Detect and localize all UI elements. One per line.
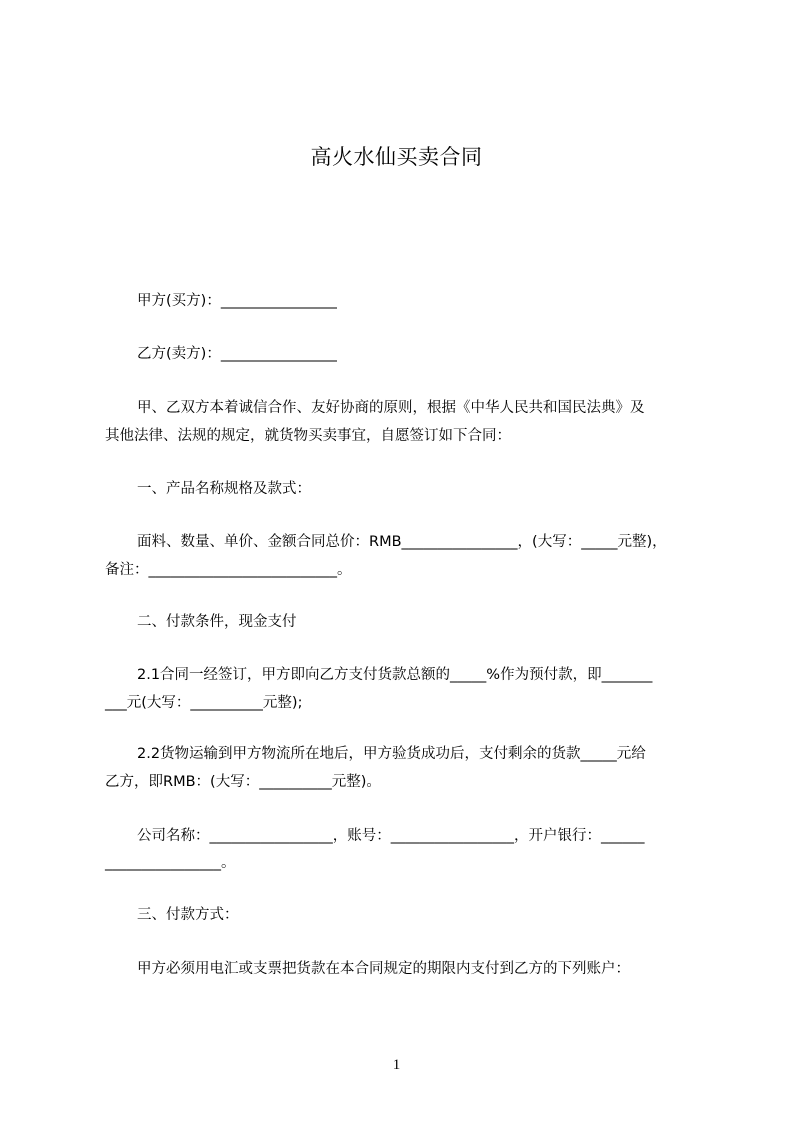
company-info-line-2: ________________。 — [105, 855, 236, 871]
contract-title: 高火水仙买卖合同 — [310, 145, 483, 169]
preamble-line-2: 其他法律、法规的规定，就货物买卖事宜，自愿签订如下合同： — [105, 428, 511, 444]
section-3-line-1: 甲方必须用电汇或支票把货款在本合同规定的期限内支付到乙方的下列账户： — [137, 961, 630, 977]
section-1-line-1: 面料、数量、单价、金额合同总价：RMB________________，(大写：_____元整)， — [137, 534, 667, 550]
section-1-heading: 一、产品名称规格及款式： — [137, 481, 311, 497]
section-1-line-2: 备注：__________________________。 — [105, 562, 352, 578]
party-b-line: 乙方(卖方)：________________ — [137, 346, 337, 362]
section-3-heading: 三、付款方式： — [137, 907, 239, 923]
clause-2-2-line-1: 2.2货物运输到甲方物流所在地后，甲方验货成功后，支付剩余的货款_____元给 — [137, 746, 646, 762]
page-number: 1 — [392, 1057, 401, 1073]
clause-2-2-line-2: 乙方，即RMB：(大写：__________元整)。 — [105, 774, 381, 790]
company-info-line-1: 公司名称：_________________，账号：_________________，开户银行：______ — [137, 828, 645, 844]
clause-2-1-line-1: 2.1合同一经签订，甲方即向乙方支付货款总额的_____%作为预付款，即_______ — [137, 667, 653, 683]
preamble-line-1: 甲、乙双方本着诚信合作、友好协商的原则，根据《中华人民共和国民法典》及 — [137, 400, 645, 416]
party-a-line: 甲方(买方)：________________ — [137, 293, 337, 309]
section-2-heading: 二、付款条件，现金支付 — [137, 614, 297, 630]
clause-2-1-line-2: ___元(大写：__________元整); — [105, 695, 303, 711]
